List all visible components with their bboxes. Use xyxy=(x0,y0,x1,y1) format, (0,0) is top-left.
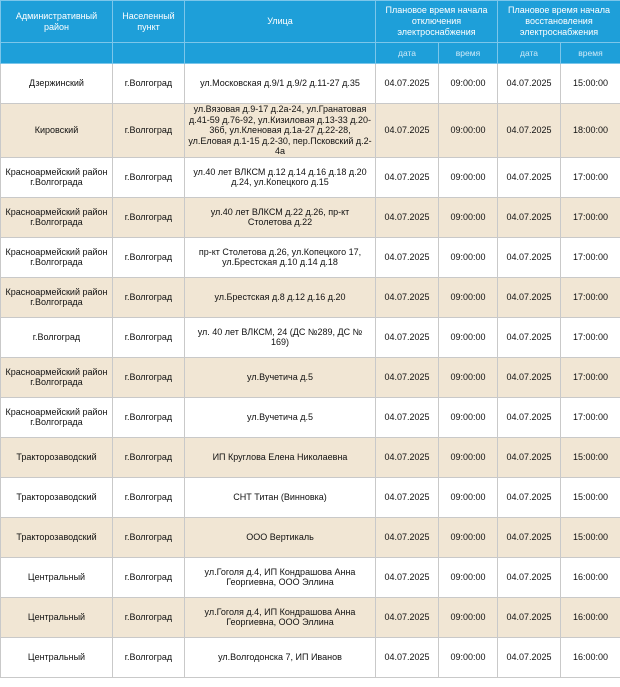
table-row xyxy=(1,477,620,517)
cell-outage-time: 09:00:00 xyxy=(439,277,498,317)
cell-outage-date: 04.07.2025 xyxy=(376,237,439,277)
cell-restore-time: 17:00:00 xyxy=(561,317,620,357)
cell-district: Дзержинский xyxy=(1,64,113,104)
cell-outage-date: 04.07.2025 xyxy=(376,517,439,557)
cell-restore-time: 16:00:00 xyxy=(561,557,620,597)
cell-restore-date: 04.07.2025 xyxy=(498,157,561,197)
cell-street: ул.Вучетича д.5 xyxy=(185,397,376,437)
cell-outage-date: 04.07.2025 xyxy=(376,477,439,517)
cell-restore-date: 04.07.2025 xyxy=(498,597,561,637)
cell-restore-time: 15:00:00 xyxy=(561,64,620,104)
cell-district: Красноармейский район г.Волгограда xyxy=(1,157,113,197)
cell-outage-time: 09:00:00 xyxy=(439,637,498,677)
subheader-empty xyxy=(185,43,376,64)
cell-street: ул. 40 лет ВЛКСМ, 24 (ДС №289, ДС № 169) xyxy=(185,317,376,357)
cell-restore-time: 17:00:00 xyxy=(561,397,620,437)
cell-street: ул.Брестская д.8 д.12 д.16 д.20 xyxy=(185,277,376,317)
cell-restore-date: 04.07.2025 xyxy=(498,104,561,158)
header-district: Административный район xyxy=(1,1,113,43)
cell-restore-date: 04.07.2025 xyxy=(498,197,561,237)
subheader-off-date: дата xyxy=(376,43,439,64)
cell-restore-time: 16:00:00 xyxy=(561,597,620,637)
cell-outage-time: 09:00:00 xyxy=(439,104,498,158)
cell-restore-time: 15:00:00 xyxy=(561,437,620,477)
cell-outage-date: 04.07.2025 xyxy=(376,157,439,197)
cell-street: пр-кт Столетова д.26, ул.Копецкого 17, ул.Брестская д.10 д.14 д.18 xyxy=(185,237,376,277)
cell-restore-time: 17:00:00 xyxy=(561,277,620,317)
cell-district: Центральный xyxy=(1,557,113,597)
table-row xyxy=(1,517,620,557)
cell-outage-time: 09:00:00 xyxy=(439,197,498,237)
header-row xyxy=(1,1,620,43)
cell-district: Красноармейский район г.Волгограда xyxy=(1,237,113,277)
cell-street: ул.Вязовая д.9-17 д.2а-24, ул.Гранатовая д.41-59 д.76-92, ул.Кизиловая д.13-33 д.20-36б, ул.Кленовая д.1а-27 д.22-28, ул.Еловая д.1-15 д.2-30, пер.Псковский д.2-4а xyxy=(185,104,376,158)
cell-outage-time: 09:00:00 xyxy=(439,157,498,197)
header-outage-start: Плановое время начала отключения электроснабжения xyxy=(376,1,498,43)
cell-locality: г.Волгоград xyxy=(113,437,185,477)
cell-restore-date: 04.07.2025 xyxy=(498,477,561,517)
cell-restore-date: 04.07.2025 xyxy=(498,317,561,357)
cell-street: ИП Круглова Елена Николаевна xyxy=(185,437,376,477)
cell-restore-time: 17:00:00 xyxy=(561,237,620,277)
subheader-empty xyxy=(1,43,113,64)
cell-street: СНТ Титан (Винновка) xyxy=(185,477,376,517)
cell-restore-time: 16:00:00 xyxy=(561,637,620,677)
subheader-empty xyxy=(113,43,185,64)
cell-district: Красноармейский район г.Волгограда xyxy=(1,277,113,317)
cell-outage-date: 04.07.2025 xyxy=(376,637,439,677)
cell-street: ул.Гоголя д.4, ИП Кондрашова Анна Георгиевна, ООО Эллина xyxy=(185,597,376,637)
cell-district: Тракторозаводский xyxy=(1,437,113,477)
cell-district: Красноармейский район г.Волгограда xyxy=(1,197,113,237)
cell-restore-time: 15:00:00 xyxy=(561,477,620,517)
subheader-row xyxy=(1,43,620,64)
cell-restore-date: 04.07.2025 xyxy=(498,517,561,557)
cell-street: ул.Волгодонска 7, ИП Иванов xyxy=(185,637,376,677)
header-street: Улица xyxy=(185,1,376,43)
cell-restore-date: 04.07.2025 xyxy=(498,437,561,477)
table-header xyxy=(1,1,620,64)
cell-street: ул.Гоголя д.4, ИП Кондрашова Анна Георгиевна, ООО Эллина xyxy=(185,557,376,597)
cell-street: ул.Московская д.9/1 д.9/2 д.11-27 д.35 xyxy=(185,64,376,104)
cell-locality: г.Волгоград xyxy=(113,517,185,557)
cell-locality: г.Волгоград xyxy=(113,637,185,677)
cell-district: г.Волгоград xyxy=(1,317,113,357)
cell-restore-time: 17:00:00 xyxy=(561,197,620,237)
cell-outage-date: 04.07.2025 xyxy=(376,317,439,357)
cell-locality: г.Волгоград xyxy=(113,277,185,317)
table-row xyxy=(1,317,620,357)
table-row xyxy=(1,557,620,597)
cell-outage-time: 09:00:00 xyxy=(439,64,498,104)
cell-outage-date: 04.07.2025 xyxy=(376,277,439,317)
cell-outage-date: 04.07.2025 xyxy=(376,357,439,397)
cell-street: ул.40 лет ВЛКСМ д.22 д.26, пр-кт Столетова д.22 xyxy=(185,197,376,237)
cell-restore-time: 17:00:00 xyxy=(561,157,620,197)
cell-outage-time: 09:00:00 xyxy=(439,317,498,357)
cell-restore-date: 04.07.2025 xyxy=(498,397,561,437)
cell-outage-time: 09:00:00 xyxy=(439,517,498,557)
cell-locality: г.Волгоград xyxy=(113,157,185,197)
cell-restore-time: 18:00:00 xyxy=(561,104,620,158)
cell-locality: г.Волгоград xyxy=(113,477,185,517)
cell-district: Центральный xyxy=(1,637,113,677)
cell-restore-date: 04.07.2025 xyxy=(498,557,561,597)
cell-locality: г.Волгоград xyxy=(113,197,185,237)
cell-locality: г.Волгоград xyxy=(113,557,185,597)
cell-district: Центральный xyxy=(1,597,113,637)
cell-district: Красноармейский район г.Волгограда xyxy=(1,357,113,397)
cell-restore-date: 04.07.2025 xyxy=(498,357,561,397)
cell-locality: г.Волгоград xyxy=(113,64,185,104)
table-row xyxy=(1,637,620,677)
cell-outage-date: 04.07.2025 xyxy=(376,64,439,104)
cell-restore-time: 17:00:00 xyxy=(561,357,620,397)
cell-restore-date: 04.07.2025 xyxy=(498,637,561,677)
table-row xyxy=(1,597,620,637)
table-body xyxy=(1,64,620,678)
cell-district: Красноармейский район г.Волгограда xyxy=(1,397,113,437)
table-row xyxy=(1,64,620,104)
cell-locality: г.Волгоград xyxy=(113,317,185,357)
subheader-off-time: время xyxy=(439,43,498,64)
header-restore-start: Плановое время начала восстановления электроснабжения xyxy=(498,1,620,43)
cell-locality: г.Волгоград xyxy=(113,104,185,158)
cell-restore-date: 04.07.2025 xyxy=(498,64,561,104)
cell-district: Кировский xyxy=(1,104,113,158)
cell-outage-date: 04.07.2025 xyxy=(376,197,439,237)
cell-restore-date: 04.07.2025 xyxy=(498,277,561,317)
cell-locality: г.Волгоград xyxy=(113,237,185,277)
cell-outage-time: 09:00:00 xyxy=(439,437,498,477)
cell-outage-date: 04.07.2025 xyxy=(376,597,439,637)
table-row xyxy=(1,397,620,437)
cell-locality: г.Волгоград xyxy=(113,397,185,437)
cell-street: ул.40 лет ВЛКСМ д.12 д.14 д.16 д.18 д.20 д.24, ул.Копецкого д.15 xyxy=(185,157,376,197)
cell-locality: г.Волгоград xyxy=(113,597,185,637)
cell-outage-time: 09:00:00 xyxy=(439,397,498,437)
cell-outage-date: 04.07.2025 xyxy=(376,397,439,437)
subheader-on-time: время xyxy=(561,43,620,64)
cell-outage-time: 09:00:00 xyxy=(439,357,498,397)
cell-outage-time: 09:00:00 xyxy=(439,237,498,277)
cell-outage-time: 09:00:00 xyxy=(439,597,498,637)
table-row xyxy=(1,157,620,197)
cell-restore-time: 15:00:00 xyxy=(561,517,620,557)
table-row xyxy=(1,237,620,277)
table-row xyxy=(1,357,620,397)
cell-restore-date: 04.07.2025 xyxy=(498,237,561,277)
cell-outage-date: 04.07.2025 xyxy=(376,104,439,158)
header-locality: Населенный пункт xyxy=(113,1,185,43)
cell-outage-time: 09:00:00 xyxy=(439,557,498,597)
cell-district: Тракторозаводский xyxy=(1,477,113,517)
cell-street: ул.Вучетича д.5 xyxy=(185,357,376,397)
table-row xyxy=(1,104,620,158)
cell-outage-date: 04.07.2025 xyxy=(376,437,439,477)
table-row xyxy=(1,437,620,477)
cell-locality: г.Волгоград xyxy=(113,357,185,397)
cell-street: ООО Вертикаль xyxy=(185,517,376,557)
cell-district: Тракторозаводский xyxy=(1,517,113,557)
cell-outage-date: 04.07.2025 xyxy=(376,557,439,597)
table-row xyxy=(1,197,620,237)
subheader-on-date: дата xyxy=(498,43,561,64)
table-row xyxy=(1,277,620,317)
cell-outage-time: 09:00:00 xyxy=(439,477,498,517)
